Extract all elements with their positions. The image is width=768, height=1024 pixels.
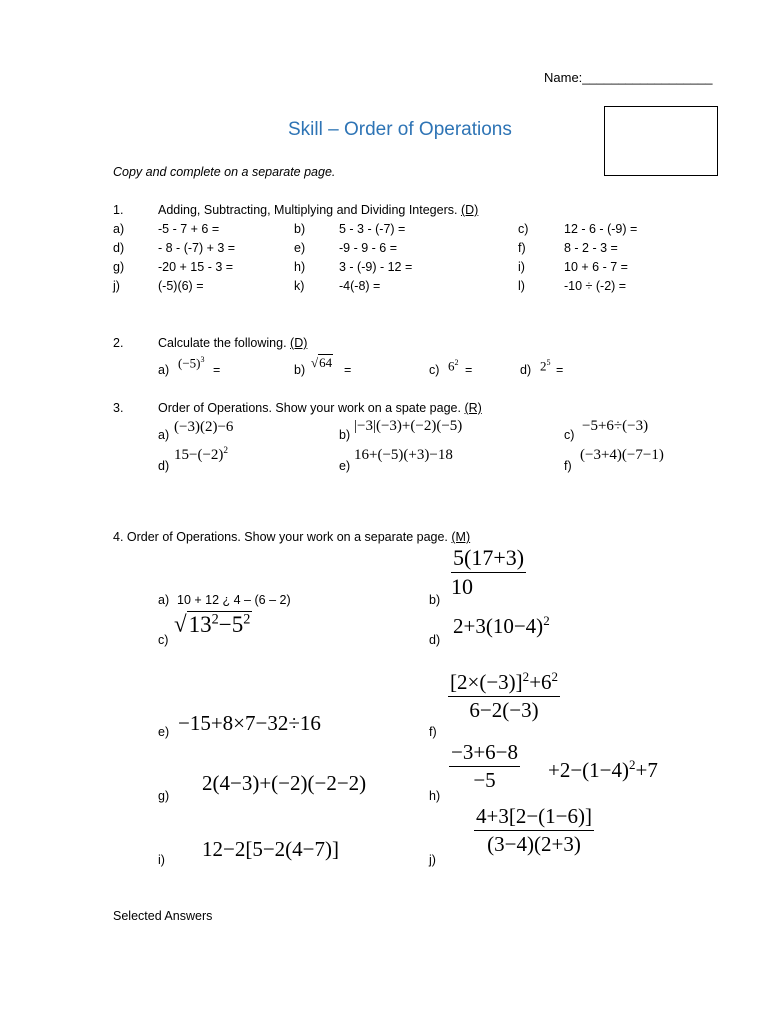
item-label: d): [158, 459, 170, 473]
math-expression: −15+8×7−32÷16: [178, 711, 321, 735]
item-label: b): [294, 222, 306, 236]
fraction-denominator: (3−4)(2+3): [487, 832, 581, 856]
selected-answers-heading: Selected Answers: [113, 909, 213, 923]
power-exponent: 3: [200, 355, 205, 364]
item-label: l): [518, 279, 525, 293]
power-base: 6: [448, 358, 455, 374]
section1-level: (D): [460, 203, 479, 217]
item-expression: 5 - 3 - (-7) =: [339, 222, 406, 236]
power-exponent: 2: [211, 611, 219, 627]
item-expression: 10 + 6 - 7 =: [564, 260, 628, 274]
math-expression: |−3|(−3)+(−2)(−5): [354, 418, 463, 434]
fraction: [474, 806, 594, 855]
item-label: f): [518, 241, 526, 255]
fraction-denominator: −5: [473, 768, 496, 792]
power-exponent: 2: [223, 446, 229, 456]
sqrt-expression: √64: [311, 355, 333, 370]
section3-heading: [158, 402, 482, 415]
item-label: k): [294, 279, 305, 293]
item-label: a): [158, 428, 170, 442]
section4-heading: [113, 531, 470, 544]
section2-heading-text: Calculate the following.: [158, 336, 287, 350]
math-expression: (−3)(2)−6: [174, 419, 234, 435]
item-expression: 8 - 2 - 3 =: [564, 241, 618, 255]
numerator-term: +6: [529, 670, 552, 694]
item-label: c): [564, 428, 575, 442]
fraction-numerator: 5(17+3): [451, 547, 526, 573]
math-expression: −5+6÷(−3): [582, 418, 649, 434]
fraction: [448, 670, 560, 721]
item-expression: -20 + 15 - 3 =: [158, 260, 234, 274]
math-expression: [453, 614, 550, 637]
math-term: +2−(1−4): [548, 758, 630, 782]
math-expression: 16+(−5)(+3)−18: [354, 447, 453, 463]
item-label: e): [294, 241, 306, 255]
section4-level: (M): [451, 530, 471, 544]
item-label: d): [429, 633, 441, 647]
item-label: b): [339, 428, 351, 442]
equals-sign: =: [213, 363, 221, 377]
page-title: Skill – Order of Operations: [288, 119, 512, 140]
radicand-term: 5: [231, 611, 244, 637]
equals-sign: =: [556, 363, 564, 377]
item-label: h): [429, 789, 441, 803]
section1-heading: [158, 204, 478, 217]
section4-heading-text: 4. Order of Operations. Show your work on a separate page.: [113, 530, 448, 544]
item-label: c): [429, 363, 440, 377]
item-label: a): [158, 363, 170, 377]
item-label: a): [113, 222, 125, 236]
item-label: d): [113, 241, 125, 255]
equals-sign: =: [465, 363, 473, 377]
instruction-text: Copy and complete on a separate page.: [113, 165, 336, 179]
sqrt-expression: $√13^2-5^2$: [174, 611, 251, 637]
power-exponent: 2: [454, 358, 459, 367]
section1-number: 1.: [113, 203, 124, 217]
radicand: 64: [319, 355, 333, 370]
fraction-numerator: 4+3[2−(1−6)]: [474, 806, 594, 831]
fraction-denominator: 6−2(−3): [469, 698, 539, 722]
item-expression: - 8 - (-7) + 3 =: [158, 241, 236, 255]
math-expression: 10 + 12 ¿ 4 – (6 – 2): [177, 593, 291, 607]
item-label: i): [158, 853, 165, 867]
item-expression: -5 - 7 + 6 =: [158, 222, 220, 236]
fraction-numerator: [448, 670, 560, 697]
power-base: 2: [540, 358, 547, 374]
name-field-label: Name:__________________: [544, 70, 713, 85]
math-term: +7: [635, 758, 658, 782]
item-label: c): [158, 633, 169, 647]
item-label: e): [339, 459, 351, 473]
item-expression: (-5)(6) =: [158, 279, 204, 293]
fraction: [451, 547, 526, 598]
item-expression: -10 ÷ (-2) =: [564, 279, 627, 293]
section3-number: 3.: [113, 401, 124, 415]
section1-heading-text: Adding, Subtracting, Multiplying and Dividing Integers.: [158, 203, 458, 217]
section2-heading: [158, 337, 307, 350]
item-label: e): [158, 725, 170, 739]
math-base: 2+3(10−4): [453, 614, 544, 638]
math-expression: 2(4−3)+(−2)(−2−2): [202, 771, 367, 795]
item-label: c): [518, 222, 529, 236]
fraction: [449, 742, 520, 791]
item-label: b): [429, 593, 441, 607]
item-label: a): [158, 593, 170, 607]
power-expression: [178, 356, 205, 369]
radicand: $13^2-5^2$: [188, 611, 251, 637]
section3-heading-text: Order of Operations. Show your work on a spate page.: [158, 401, 461, 415]
power-exponent: 2: [522, 669, 530, 684]
fraction-denominator: 10: [451, 574, 473, 599]
item-label: g): [113, 260, 125, 274]
equals-sign: =: [344, 363, 352, 377]
section2-number: 2.: [113, 336, 124, 350]
item-label: g): [158, 789, 170, 803]
math-expression: [174, 447, 228, 463]
numerator-term: [2×(−3)]: [450, 670, 523, 694]
power-exponent: 2: [629, 757, 636, 772]
item-expression: 12 - 6 - (-9) =: [564, 222, 638, 236]
power-expression: [448, 359, 459, 372]
item-label: i): [518, 260, 525, 274]
power-exponent: 2: [551, 669, 559, 684]
power-exponent: 2: [243, 611, 251, 627]
section2-level: (D): [290, 336, 308, 350]
item-expression: -4(-8) =: [339, 279, 381, 293]
math-base: 15−(−2): [174, 447, 224, 463]
section3-level: (R): [464, 401, 482, 415]
item-label: j): [429, 853, 436, 867]
item-label: h): [294, 260, 306, 274]
item-label: f): [564, 459, 572, 473]
item-expression: 3 - (-9) - 12 =: [339, 260, 413, 274]
power-base: (−5): [178, 355, 201, 371]
math-expression: 12−2[5−2(4−7)]: [202, 837, 340, 861]
radicand-term: 13: [188, 611, 212, 637]
item-label: f): [429, 725, 437, 739]
item-label: b): [294, 363, 306, 377]
item-expression: -9 - 9 - 6 =: [339, 241, 398, 255]
item-label: j): [113, 279, 120, 293]
power-expression: [540, 359, 551, 372]
score-box: [604, 106, 718, 176]
math-expression: [548, 758, 658, 781]
fraction-numerator: −3+6−8: [449, 742, 520, 767]
math-expression: (−3+4)(−7−1): [580, 447, 664, 463]
power-exponent: 5: [546, 358, 551, 367]
power-exponent: 2: [543, 613, 550, 628]
item-label: d): [520, 363, 532, 377]
